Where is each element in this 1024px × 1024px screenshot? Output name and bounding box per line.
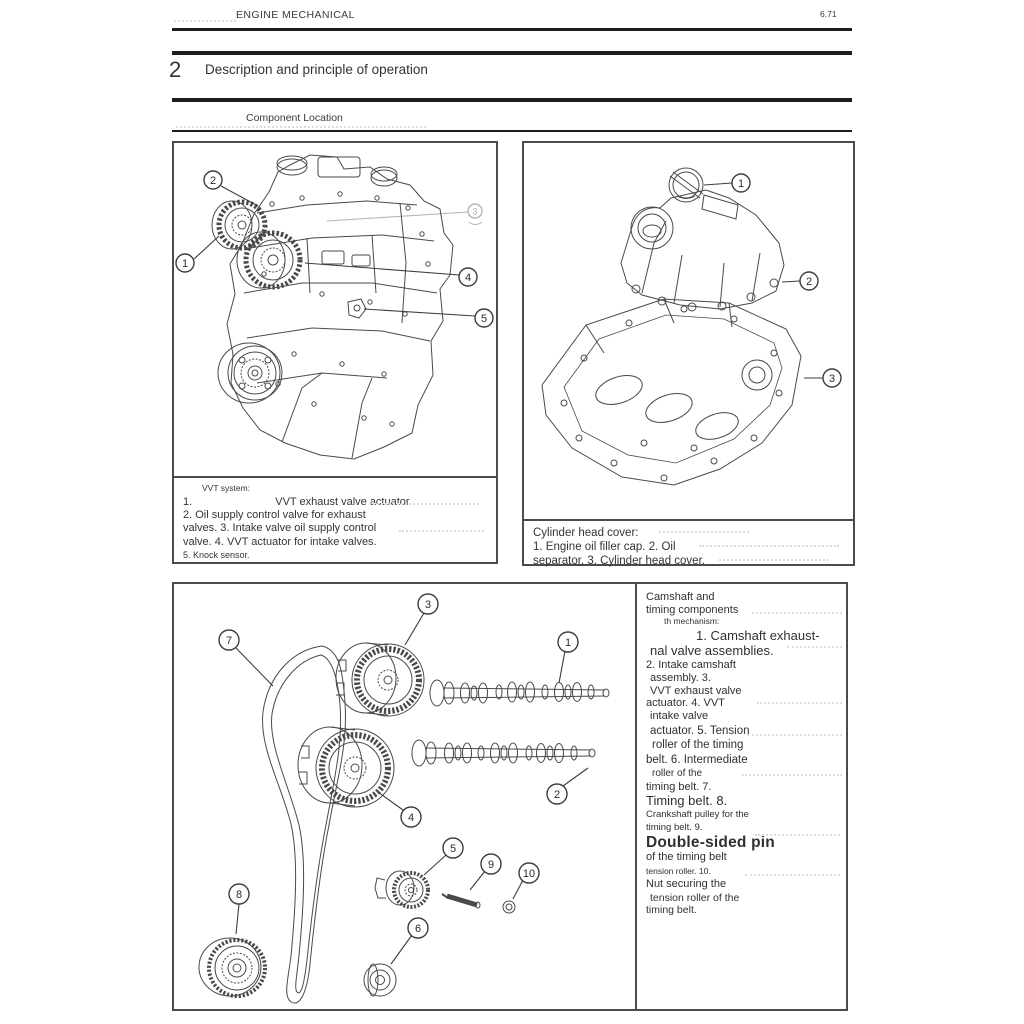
subsection-rule bbox=[172, 130, 852, 132]
legend-line: nal valve assemblies. bbox=[650, 643, 774, 659]
callout-3 bbox=[405, 594, 438, 645]
legend-line: 1. Camshaft exhaust- bbox=[696, 627, 820, 643]
exhaust-camshaft-part bbox=[430, 680, 609, 706]
scan-noise bbox=[659, 531, 749, 533]
vvt-exhaust-gear-part bbox=[336, 643, 424, 716]
svg-text:3: 3 bbox=[828, 373, 836, 385]
scan-noise bbox=[742, 774, 842, 776]
legend-line: assembly. 3. bbox=[650, 671, 711, 684]
legend-line: roller of the bbox=[652, 767, 703, 779]
legend-line: Timing belt. 8. bbox=[646, 793, 728, 809]
legend-line: tension roller. 10. bbox=[646, 866, 711, 877]
callout-7 bbox=[219, 630, 273, 686]
vvt-system-panel bbox=[172, 141, 498, 564]
callout-9 bbox=[470, 854, 501, 890]
svg-text:2: 2 bbox=[553, 789, 561, 801]
engine-illustration bbox=[174, 143, 496, 476]
legend-line: Double-sided pin bbox=[646, 834, 775, 852]
vvt-caption-line1-text: VVT exhaust valve actuator. bbox=[275, 496, 413, 508]
legend-line: th mechanism: bbox=[664, 616, 720, 627]
page-header-title: ENGINE MECHANICAL bbox=[236, 9, 355, 21]
timing-legend-column bbox=[635, 584, 846, 1009]
svg-text:8: 8 bbox=[235, 889, 243, 901]
callout-6 bbox=[391, 918, 428, 964]
cylinder-head-cover-panel bbox=[522, 141, 855, 566]
scan-noise bbox=[787, 646, 842, 648]
svg-text:1: 1 bbox=[737, 178, 745, 190]
stud-pin-part bbox=[442, 894, 480, 908]
scan-noise bbox=[757, 702, 842, 704]
intake-camshaft-part bbox=[412, 740, 595, 766]
intermediate-roller-part bbox=[364, 964, 396, 996]
cover-caption-line2: separator. 3. Cylinder head cover. bbox=[533, 555, 705, 567]
scan-noise bbox=[745, 874, 840, 876]
knock-sensor-part bbox=[348, 299, 366, 318]
callout-3-faint bbox=[327, 204, 482, 225]
legend-line: belt. 6. Intermediate bbox=[646, 753, 748, 766]
legend-line: Nut securing the bbox=[646, 877, 727, 890]
vvt-caption-line4: valve. 4. VVT actuator for intake valves. bbox=[183, 535, 377, 548]
legend-line: timing components bbox=[646, 603, 739, 616]
scan-noise bbox=[176, 126, 426, 128]
svg-text:2: 2 bbox=[209, 175, 217, 187]
timing-belt-part bbox=[263, 646, 346, 1003]
legend-line: tension roller of the bbox=[650, 891, 740, 904]
legend-line: of the timing belt bbox=[646, 851, 727, 864]
cover-caption-line1: 1. Engine oil filler cap. 2. Oil bbox=[533, 541, 676, 553]
scan-noise bbox=[755, 834, 840, 836]
section-rule-bottom bbox=[172, 98, 852, 102]
cover-caption-box bbox=[524, 519, 853, 567]
legend-line: timing belt. 7. bbox=[646, 780, 712, 793]
callout-2 bbox=[782, 272, 818, 290]
page-number: 6.71 bbox=[820, 9, 837, 19]
section-title: Description and principle of operation bbox=[205, 62, 428, 77]
callout-1 bbox=[176, 236, 219, 272]
legend-line: timing belt. 9. bbox=[646, 821, 703, 833]
scan-noise bbox=[752, 612, 842, 614]
legend-line: intake valve bbox=[650, 709, 709, 722]
tension-roller-part bbox=[375, 871, 428, 907]
vvt-caption-line5: 5. Knock sensor. bbox=[183, 549, 250, 560]
scan-noise bbox=[719, 559, 829, 561]
callout-4 bbox=[378, 792, 421, 827]
legend-line: timing belt. bbox=[646, 904, 697, 917]
svg-text:7: 7 bbox=[225, 635, 233, 647]
legend-line: VVT exhaust valve bbox=[650, 684, 742, 697]
callout-10 bbox=[513, 863, 539, 899]
engine-bolts bbox=[262, 192, 430, 426]
callout-2 bbox=[547, 768, 588, 804]
nut-part bbox=[503, 901, 515, 913]
svg-text:9: 9 bbox=[487, 859, 495, 871]
section-number: 2 bbox=[169, 57, 182, 82]
svg-text:2: 2 bbox=[805, 276, 813, 288]
svg-text:4: 4 bbox=[407, 812, 415, 824]
engine-line-art bbox=[227, 155, 453, 459]
legend-line: 2. Intake camshaft bbox=[646, 659, 736, 672]
vvt-caption-line3: valves. 3. Intake valve oil supply control bbox=[183, 522, 377, 535]
legend-line: actuator. 4. VVT bbox=[646, 697, 725, 710]
vvt-intake-actuator-pulley bbox=[237, 232, 300, 288]
vvt-caption-box bbox=[174, 476, 496, 562]
callout-1 bbox=[558, 632, 578, 683]
svg-text:1: 1 bbox=[564, 637, 572, 649]
head-cover-illustration bbox=[524, 143, 853, 517]
scan-noise bbox=[369, 503, 479, 505]
svg-text:10: 10 bbox=[522, 868, 536, 880]
cylinder-head-cover-part bbox=[542, 299, 801, 485]
vvt-caption-heading: VVT system: bbox=[202, 483, 251, 493]
header-rule bbox=[172, 28, 852, 31]
timing-components-panel bbox=[172, 582, 848, 1011]
callout-3 bbox=[804, 369, 841, 387]
legend-line: roller of the timing bbox=[652, 739, 744, 752]
svg-text:5: 5 bbox=[480, 313, 488, 325]
callout-5 bbox=[424, 838, 463, 875]
subsection-title: Component Location bbox=[246, 112, 343, 124]
svg-text:3: 3 bbox=[472, 206, 478, 217]
vvt-caption-line2: 2. Oil supply control valve for exhaust bbox=[183, 509, 366, 522]
callout-8 bbox=[229, 884, 249, 934]
vvt-caption-line1-num: 1. bbox=[183, 496, 193, 508]
oil-separator-part bbox=[621, 190, 784, 311]
crankshaft-timing-pulley-part bbox=[199, 938, 265, 996]
svg-text:1: 1 bbox=[181, 258, 189, 270]
scan-noise bbox=[399, 530, 484, 532]
legend-line: actuator. 5. Tension bbox=[650, 725, 750, 738]
section-rule-top bbox=[172, 51, 852, 55]
timing-illustration bbox=[174, 584, 631, 1009]
callout-1 bbox=[704, 174, 750, 192]
svg-text:3: 3 bbox=[424, 599, 432, 611]
crankshaft-pulley-front bbox=[218, 343, 282, 403]
callout-5 bbox=[364, 309, 493, 327]
scan-noise bbox=[699, 545, 839, 547]
scan-noise bbox=[174, 20, 236, 22]
legend-line: Crankshaft pulley for the bbox=[646, 809, 749, 820]
legend-line: Camshaft and bbox=[646, 591, 715, 603]
cover-caption-heading: Cylinder head cover: bbox=[533, 527, 639, 539]
vvt-intake-gear-part bbox=[298, 727, 394, 807]
vvt-exhaust-actuator-pulley bbox=[212, 201, 265, 249]
scan-noise bbox=[747, 734, 842, 736]
svg-text:5: 5 bbox=[449, 843, 457, 855]
svg-text:4: 4 bbox=[464, 272, 472, 284]
svg-text:6: 6 bbox=[414, 923, 422, 935]
